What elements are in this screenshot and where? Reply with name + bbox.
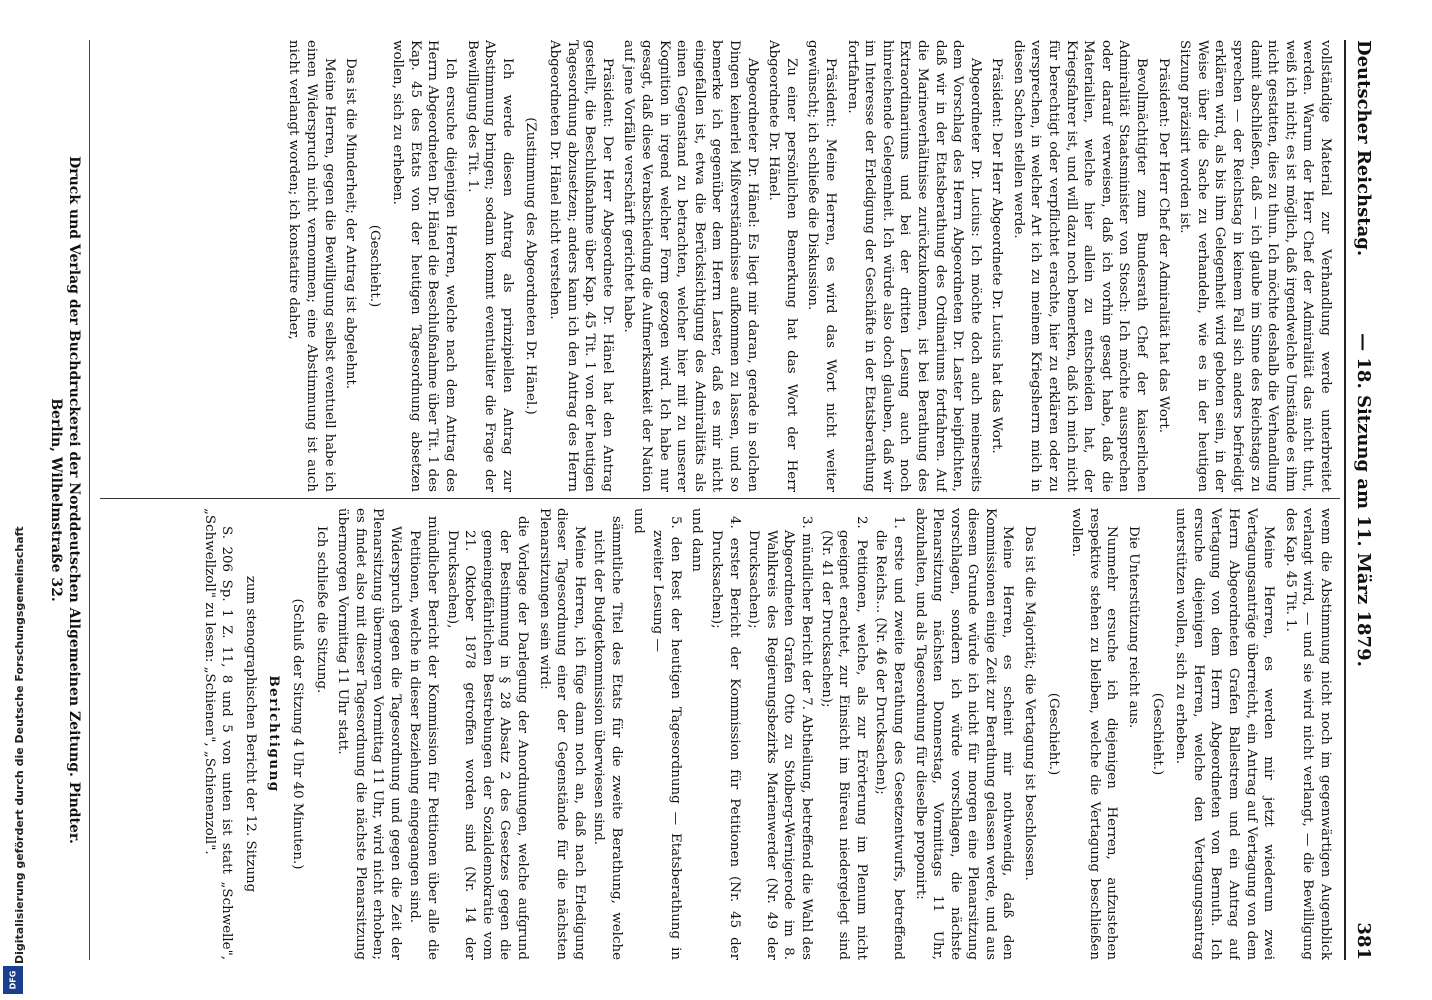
column-divider [100,498,1340,499]
paragraph: wenn die Abstimmung nicht noch im gegenwärtigen Augenblick verlangt wird, — und sie wird nicht verlangt, — die Bewilligung des Kap. 45 Tit. 1. [1282,508,1333,960]
paragraph: Präsident: Der Herr Chef der Admiralität hat das Wort. [1155,58,1171,434]
paragraph: Das ist die Minderheit; der Antrag ist abgelehnt. [343,58,359,390]
header-publication: Deutscher Reichstag. [1353,40,1374,257]
paragraph: Ich ersuche diejenigen Herren, welche nach dem Antrag des Herrn Abgeordneten Dr. Hänel die Beschlußnahme über Tit. 1 des Kap. 45 des Etats von der heutigen Tagesordnung absetzen wollen, sich zu erheben. [390,40,459,492]
paragraph: Nunmehr ersuche ich diejenigen Herren, aufzustehen respektive stehen zu bleiben, welche die Vertagung beschließen wollen. [1069,508,1120,960]
paragraph: Präsident: Meine Herren, es wird das Wort nicht weiter gewünscht; ich schließe die Diskussion. [805,40,838,492]
footer-printer: Druck und Verlag der Buchdruckerei der Norddeutschen Allgemeinen Zeitung. Pindter. [66,156,82,844]
paragraph: S. 206 Sp. 1 Z. 11, 8 und 5 von unten ist statt „Schwelle", „Schwellzoll" zu lesen: „Schienen", „Schienenzoll". [201,508,235,960]
agenda-item: mündlicher Bericht der Kommission für Petitionen über alle die Petitionen, welche in dieser Beziehung eingegangen sind. [407,516,441,960]
section-heading: Berichtigung [266,675,283,793]
paragraph: (Geschieht.) [1149,692,1165,776]
dfg-logo-text: DFG [8,970,18,990]
digitization-sidebar [0,0,26,1000]
paragraph: Ich schließe die Sitzung. [313,526,329,694]
left-column [124,40,1334,492]
agenda-item: 2. Petitionen, welche, als zur Erörterung im Plenum nicht geeignet erachtet, zur Einsicht im Büreau niedergelegt sind (Nr. 41 der Drucksachen); [818,516,869,960]
dfg-logo [3,966,23,994]
header-page-number: 381 [1353,922,1374,960]
paragraph: Präsident: Der Herr Abgeordnete Dr. Hänel hat den Antrag gestellt, die Beschlußnahme über Kap. 45 Tit. 1 von der heutigen Tagesordnung abzusetzen; anders kann ich den Antrag des Herrn Abgeordneten Dr. Hänel nicht verstehen. [547,40,615,492]
paragraph: (Geschieht.) [366,224,382,308]
page-footer [47,40,90,960]
page-header [1344,40,1380,960]
paragraph: vollständige Material zur Verhandlung werde unterbreitet werden. Warum der Herr Chef der Admiralität das nicht thut, weiß ich nicht; es ist möglich, daß irgendwelche Umstände es ihm nicht gestatten, dies zu thun. Ich möchte deshalb die Verhandlung damit abschließen, daß — ich glaube im Sinne des Reichstags zu sprechen — der Reichstag in keinem Fall sich anders befriedigt erklären wird, als bis ihm Gelegenheit wird geboten sein, in der Weise über die Sache zu verhandeln, wie es in der heutigen Sitzung präzisirt worden ist. [1177,40,1333,492]
agenda-item: 1. erste und zweite Berathung des Gesetzentwurfs, betreffend die Reichs... (Nr. 46 der Drucksachen); [873,516,906,960]
paragraph: und dann [689,508,705,572]
agenda-item: 4. erster Bericht der Kommission für Petitionen (Nr. 45 der Drucksachen); [709,516,742,960]
agenda-item: 3. mündlicher Bericht der 7. Abtheilung, betreffend die Wahl des Abgeordneten Grafen Otto zu Stolberg-Wernigerode im 8. Wahlkreis des Regierungsbezirks Marienwerder (Nr. 49 der Drucksachen); [746,516,814,960]
paragraph: Meine Herren, gegen die Bewilligung selbst eventuell habe ich einen Widerspruch nicht vernommen; eine Abstimmung ist auch nicht verlangt worden; ich konstatire daher, [286,40,337,492]
paragraph: zum stenographischen Bericht der 12. Sitzung [242,575,258,893]
agenda-item: sämmtliche Titel des Etats für die zweite Berathung, welche nicht der Budgetkommission überwiesen sind. [591,516,625,960]
footer-address: Berlin, Wilhelmstraße 32. [48,398,64,602]
paragraph: Meine Herren, ich füge dann noch an, daß nach Erledigung dieser Tagesordnung einer der Gegenstände für die nächsten Plenarsitzungen sein wird: [536,508,587,960]
paragraph: Meine Herren, es werden mir jetzt wiederum zwei Vertagungsanträge überreicht, ein Antrag auf Vertagung von dem Herrn Abgeordneten Grafen Ballestrem und ein Antrag auf Vertagung von dem Herrn Abgeordneten von Bernuth. Ich ersuche diejenigen Herren, welche den Vertagungsantrag unterstützen wollen, sich zu erheben. [1173,508,1277,960]
paragraph: Das ist die Majorität; die Vertagung ist beschlossen. [1022,526,1038,881]
agenda-item: 5. den Rest der heutigen Tagesordnung — Etatsberathung in zweiter Lesung — [650,516,683,960]
paragraph: Meine Herren, es scheint mir nothwendig, daß den Kommissionen einige Zeit zur Berathung gelassen werde, und aus diesem Grunde würde ich nicht für morgen eine Plenarsitzung vorschlagen, sondern ich würde vorschlagen, die nächste Plenarsitzung nächsten Donnerstag, Vormittags 11 Uhr, abzuhalten, und als Tagesordnung für dieselbe proponirt: [912,508,1016,960]
paragraph: (Schluß der Sitzung 4 Uhr 40 Minuten.) [289,598,305,870]
paragraph: Ich werde diesen Antrag als prinzipiellen Antrag zur Abstimmung bringen; sodann kommt eventualiter die Frage der Bewilligung des Tit. 1. [464,40,515,492]
paragraph: Widerspruch gegen die Tagesordnung und gegen die Zeit der Plenarsitzung übermorgen Vormittag 11 Uhr, wird nicht erhoben; es findet also mit dieser Tagesordnung die nächste Plenarsitzung übermorgen Vormittag 11 Uhr statt. [335,508,403,960]
right-column [124,508,1334,960]
paragraph: (Zustimmung des Abgeordneten Dr. Hänel.) [523,117,539,415]
paragraph: Präsident: Der Herr Abgeordnete Dr. Lucius hat das Wort. [989,58,1005,454]
paragraph: Abgeordneter Dr. Hänel: Es liegt mir daran, gerade in solchen Dingen keinerlei Mißverständnisse aufkommen zu lassen, und so bemerke ich gegenüber dem Herrn Laster, daß es mir nicht eingefallen ist, etwa die Berücksichtigung des Admiralitäts als einen Gegenstand zu betrachten, welcher hier mit zu unserer Kognition in irgend welcher Form gezogen wird. Ich habe nur gesagt, daß diese Verabschiedung die Aufmerksamkeit der Nation auf jene Vorfälle verschärft gerichtet habe. [621,40,760,492]
header-session: — 18. Sitzung am 11. März 1879. [1353,333,1374,667]
paragraph: und [630,508,646,534]
paragraph: Abgeordneter Dr. Lucius: Ich möchte doch auch meinerseits dem Vorschlag des Herrn Abgeordneten Dr. Laster beipflichten, daß wir in der Etatsberathung des Ordinariums fortfahren. Auf die Marineverhältnisse zurückzukommen, ist bei Berathung des Extraordinariums und bei der dritten Lesung auch noch hinreichende Gelegenheit. Ich würde also doch glauben, daß wir im Interesse der Erledigung der Geschäfte in der Etatsberathung fortfahren. [844,40,983,492]
digitization-note: Digitalisierung gefördert durch die Deutsche Forschungsgemeinschaft [13,526,26,964]
paragraph: (Geschieht.) [1045,692,1061,776]
agenda-item: die Vorlage der Darlegung der Anordnungen, welche aufgrund der Bestimmung in § 28 Absatz 2 des Gesetzes gegen die gemeingefährlichen Bestrebungen der Sozialdemokratie vom 21. Oktober 1878 getroffen worden sind (Nr. 14 der Drucksachen), [444,516,531,960]
paragraph: Die Unterstützung reicht aus. [1126,526,1142,729]
paragraph: Zu einer persönlichen Bemerkung hat das Wort der Herr Abgeordnete Dr. Hänel. [766,40,799,492]
paragraph: Bevollmächtigter zum Bundesrath Chef der kaiserlichen Admiralität Staatsminister von Stosch: Ich möchte aussprechen oder darauf verweisen, daß ich vorhin gesagt habe, daß die Materialien, welche hier allein zu entscheiden hat, der Kriegsfahrer ist, und will dazu noch bemerken, daß ich mich nicht für berechtigt oder verpflichtet erachte, hier zu erklären oder zu versprechen, in welcher Art ich zu meinem Kriegsherrn mich in diesen Sachen stellen werde. [1010,40,1150,492]
